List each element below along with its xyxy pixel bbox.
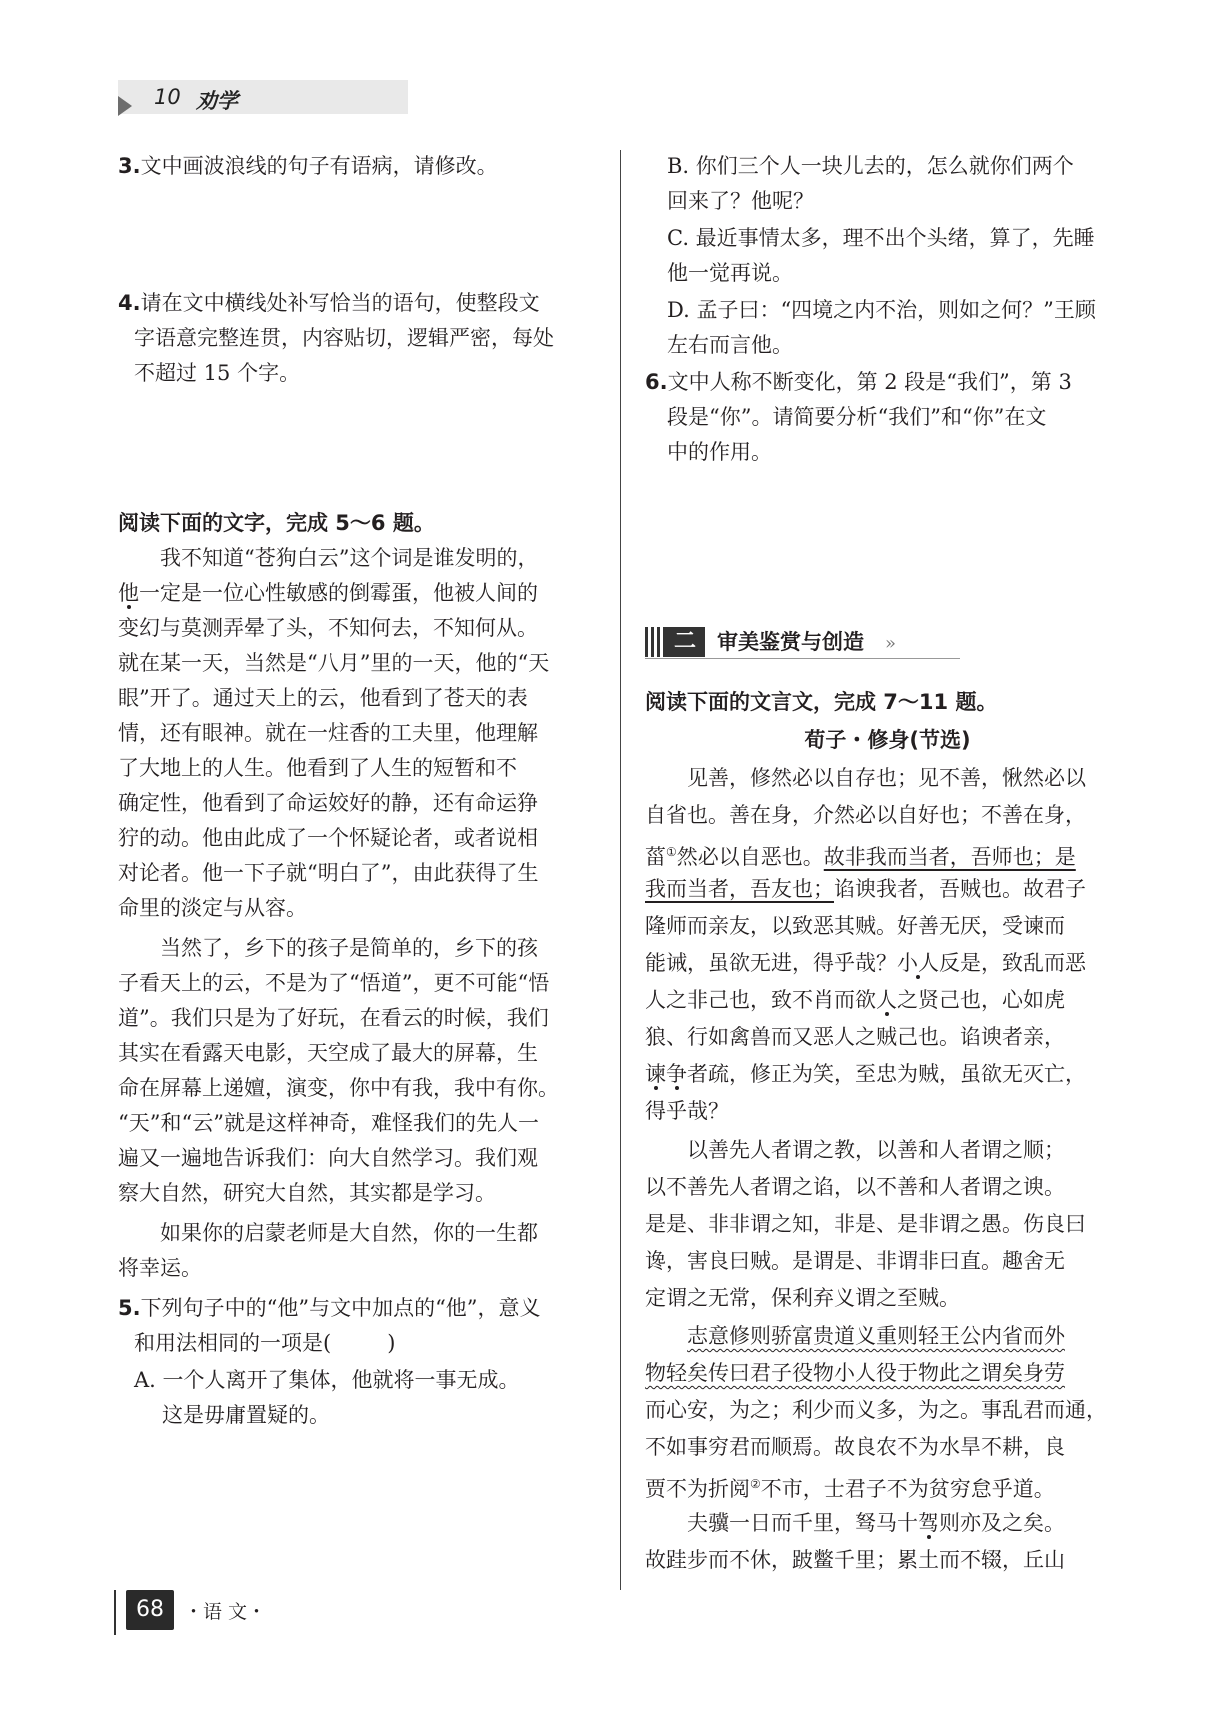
question-6-line: 段是“你”。请简要分析“我们”和“你”在文 [667,405,1047,429]
wavy-underlined-sentence: 志意修则骄富贵道义重则轻王公内省而外 [687,1324,1065,1348]
header-triangle-icon [118,96,132,116]
footer-rule [114,1590,116,1635]
dotted-chars: 小人 [897,951,939,975]
section-rule [645,658,960,659]
reading-heading-7-11: 阅读下面的文言文，完成 7～11 题。 [645,690,998,714]
question-6-line: 中的作用。 [667,440,772,464]
wavy-underlined-sentence: 物轻矣传曰君子役物小人役于物此之谓矣身劳 [645,1361,1065,1385]
reading-heading-5-6: 阅读下面的文字，完成 5～6 题。 [118,511,435,535]
chapter-number: 10 [154,85,181,109]
dotted-char: 争 [666,1062,687,1086]
section-number: 二 [665,627,705,657]
option-d-line: 左右而言他。 [667,333,793,357]
subject-label: ・语 文・ [184,1601,267,1623]
page-number: 68 [126,1590,174,1630]
dotted-char: 谏 [645,1062,666,1086]
section-heading [645,625,960,659]
option-b: B. 你们三个人一块儿去的，怎么就你们两个 [667,154,1074,178]
underlined-sentence: 我而当者，吾友也； [645,877,834,901]
option-d: D. 孟子曰：“四境之内不治，则如之何？”王顾 [667,298,1096,322]
question-6: 6.文中人称不断变化，第 2 段是“我们”，第 3 [645,370,1072,394]
option-a-line: 这是毋庸置疑的。 [162,1403,330,1427]
question-5-line: 和用法相同的一项是( ) [134,1331,396,1355]
chapter-header [118,80,408,114]
option-b-line: 回来了？他呢？ [667,189,814,213]
text-title: 荀子・修身(节选) [804,728,971,752]
footnote-mark: ① [666,845,677,859]
question-5: 5.下列句子中的“他”与文中加点的“他”，意义 [118,1296,541,1320]
question-4-line: 字语意完整连贯，内容贴切，逻辑严密，每处 [134,326,554,350]
dotted-char: 驾 [918,1511,939,1535]
double-chevron-icon: » [885,633,897,654]
option-a: A. 一个人离开了集体，他就将一事无成。 [134,1368,520,1392]
column-divider [620,150,621,1590]
option-c-line: 他一觉再说。 [667,261,793,285]
question-4-line: 不超过 15 个字。 [134,361,301,385]
dotted-char: 人 [876,988,897,1012]
chapter-title: 劝学 [196,89,238,113]
underlined-sentence: 故非我而当者，吾师也；是 [823,845,1076,869]
footnote-mark: ② [750,1477,761,1491]
option-c: C. 最近事情太多，理不出个头绪，算了，先睡 [667,226,1095,250]
question-3: 3.文中画波浪线的句子有语病，请修改。 [118,154,498,178]
dotted-char: 他 [118,581,139,605]
question-4: 4.请在文中横线处补写恰当的语句，使整段文 [118,291,540,315]
section-title: 审美鉴赏与创造 [717,630,864,654]
